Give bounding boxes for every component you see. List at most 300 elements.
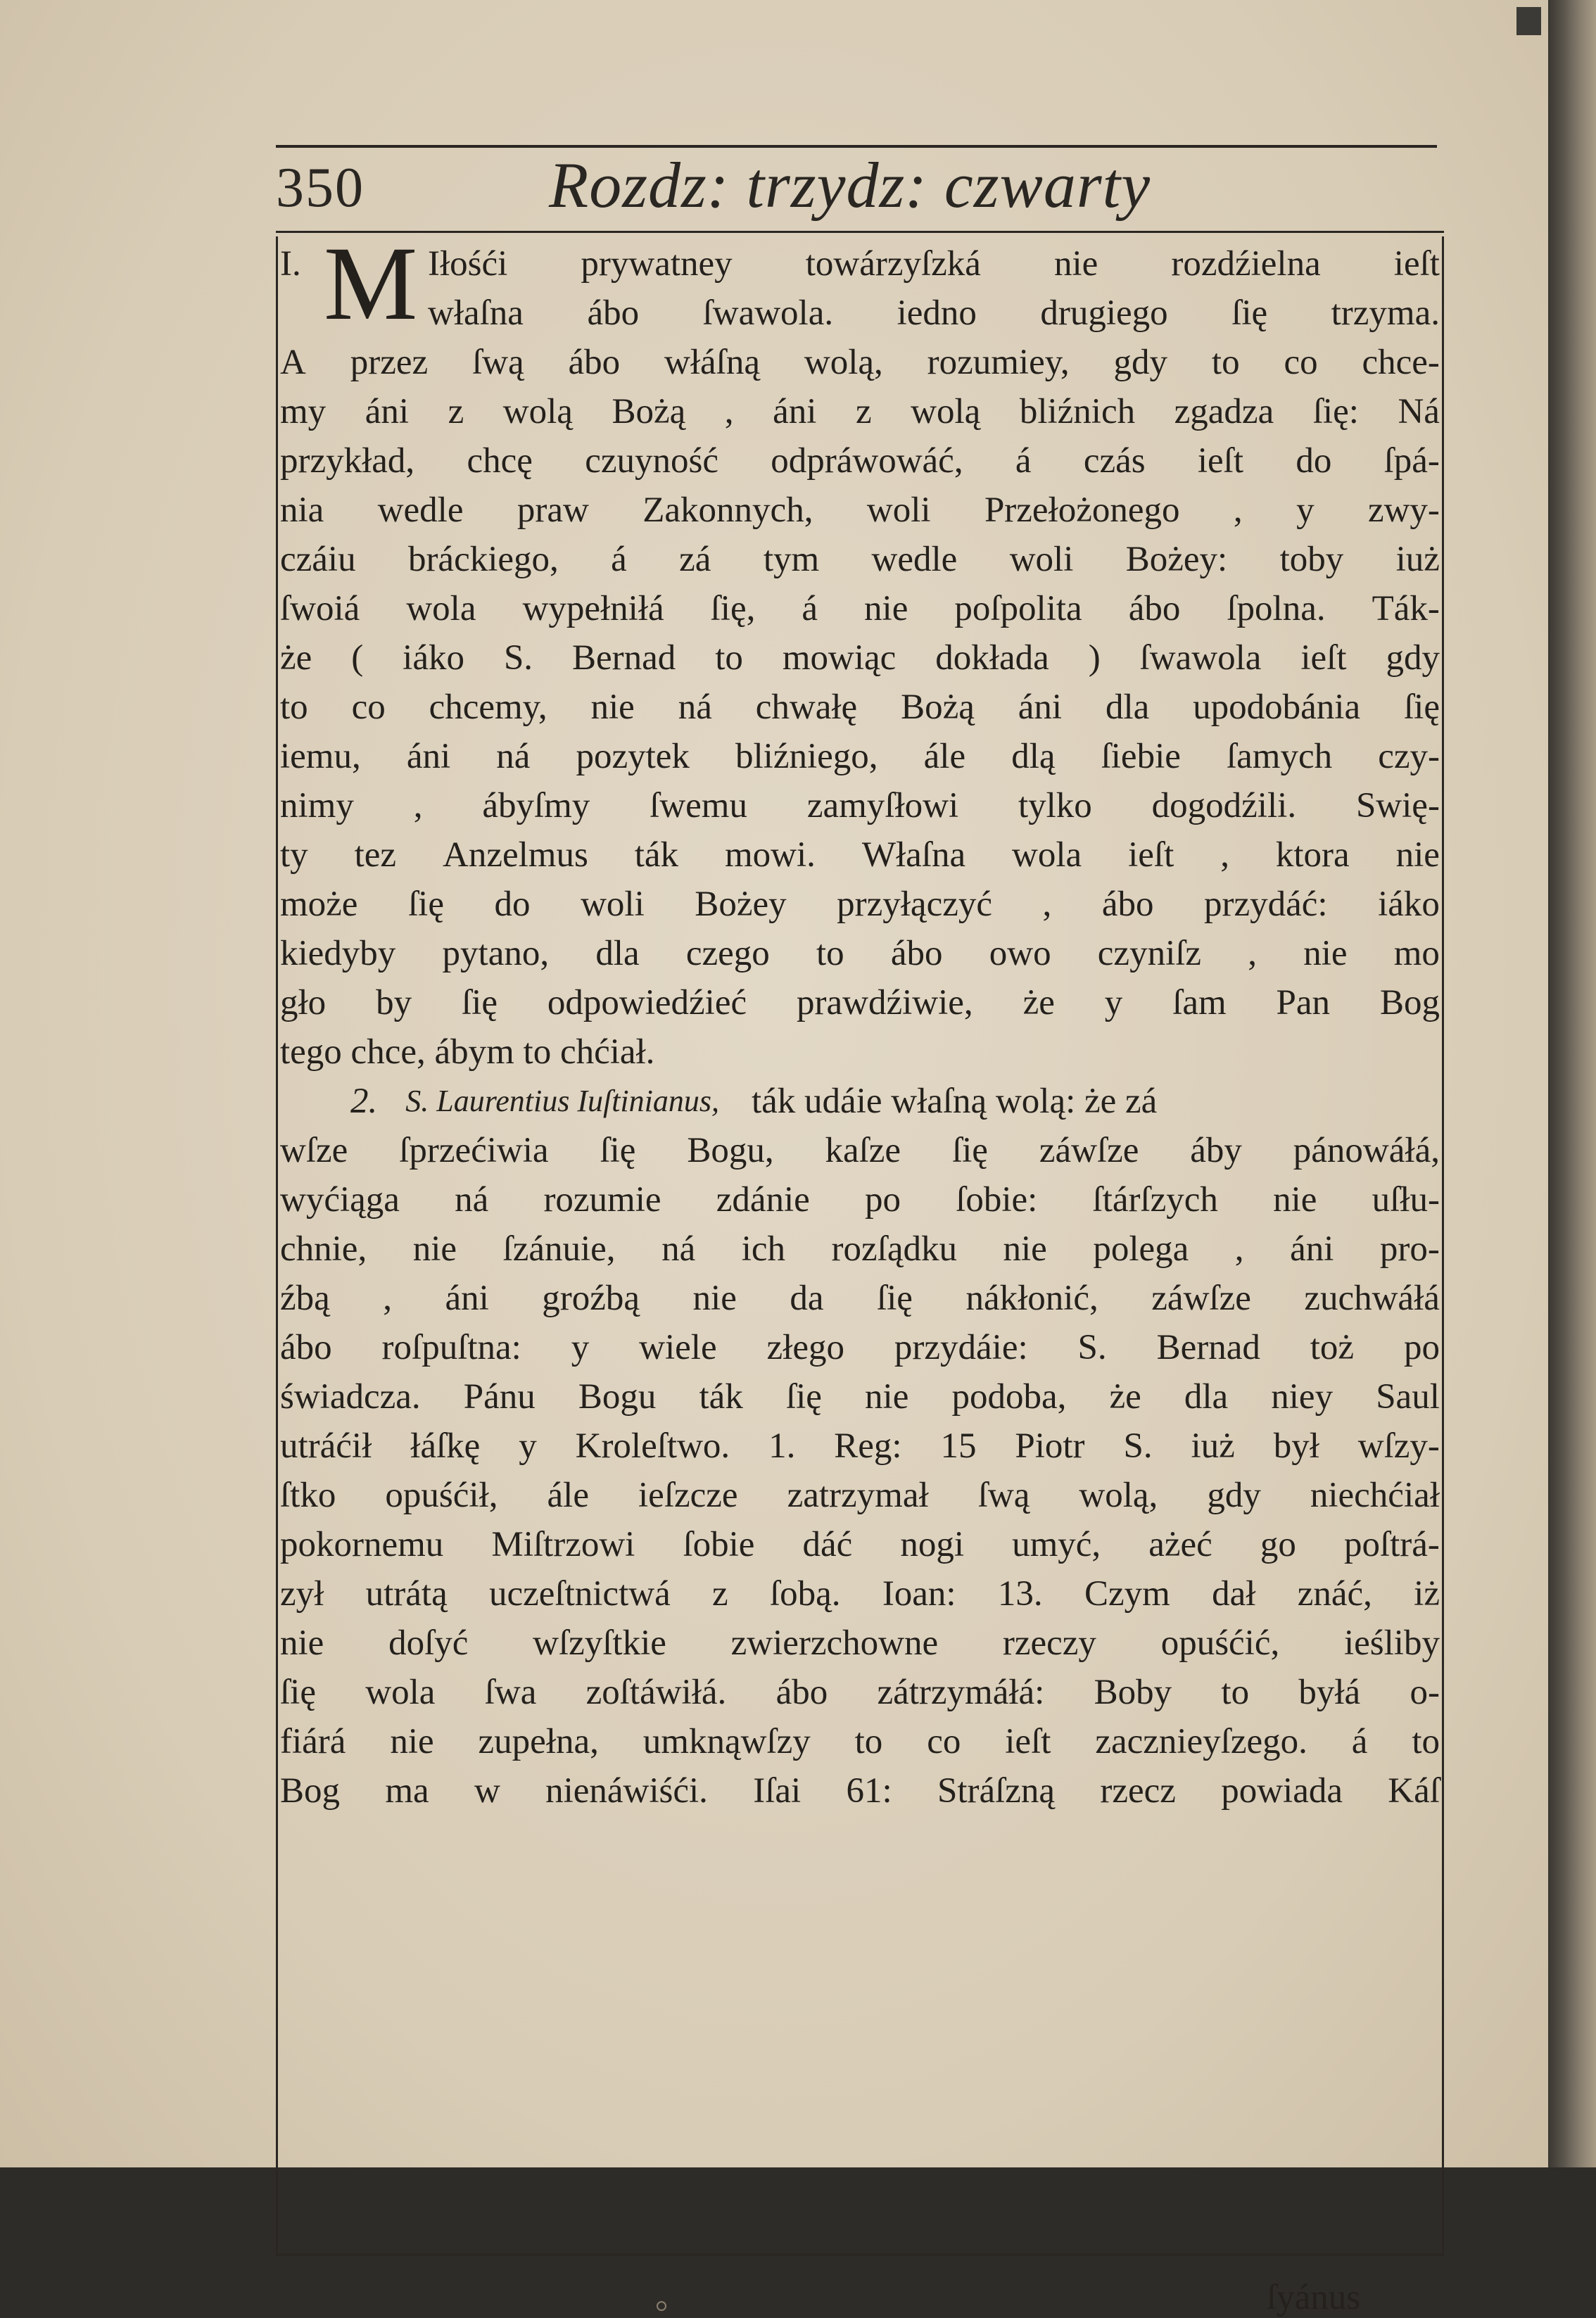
word: Właſna (861, 835, 966, 875)
word: towárzyſzká (805, 244, 981, 284)
word: ábo (1128, 589, 1181, 628)
word: Ták- (1372, 589, 1440, 628)
word: tylko (1018, 786, 1092, 825)
word: wola (406, 589, 476, 628)
word: ſwą (472, 343, 524, 382)
word: zupełna, (478, 1722, 599, 1761)
word: roſpuſtna: (381, 1328, 521, 1367)
word: ábo (587, 293, 640, 333)
word: ) (1088, 638, 1101, 678)
word: czy- (1378, 737, 1440, 776)
word: iedno (897, 293, 977, 333)
word: ( (351, 638, 364, 678)
word: y (519, 1426, 537, 1466)
word: tym (763, 540, 820, 579)
text-line (280, 732, 1440, 781)
word: nie (1003, 1229, 1047, 1269)
word: nia (280, 490, 324, 530)
running-head: Rozdz: trzydz: czwarty (549, 149, 1151, 221)
word: odpowiedźieć (547, 983, 747, 1022)
word: ſamych (1226, 737, 1333, 776)
word: ktora (1275, 835, 1350, 875)
word: może (280, 885, 358, 924)
word: Reg: (834, 1426, 902, 1466)
word: 13. (997, 1574, 1043, 1614)
word: Kroleſtwo. (575, 1426, 730, 1466)
word: Miſtrzowi (491, 1525, 635, 1564)
word: chwałę (755, 688, 858, 727)
text-line (280, 1421, 1440, 1471)
word: ſwa (484, 1673, 537, 1712)
word: kaſze (825, 1131, 901, 1170)
word: chcemy, (429, 688, 547, 727)
word: wolą, (804, 343, 883, 382)
text-line (280, 1175, 1440, 1224)
word: o- (1410, 1673, 1440, 1712)
word: záwſze (1039, 1131, 1139, 1170)
word: trzyma. (1331, 293, 1440, 333)
word: to (854, 1722, 883, 1761)
word: gdy (1113, 343, 1168, 382)
word: Bernad (1156, 1328, 1260, 1367)
word: ſię (1404, 688, 1440, 727)
word: ábyſmy (482, 786, 590, 825)
word: czás (1083, 441, 1146, 481)
word: nie (1303, 934, 1348, 973)
word: A (280, 343, 306, 382)
word: przydáć: (1204, 885, 1328, 924)
word: byłá (1298, 1673, 1361, 1712)
word: wedle (377, 490, 464, 530)
word: że (1109, 1377, 1141, 1417)
word: Stráſzną (937, 1771, 1056, 1811)
word: bliźnich (1019, 392, 1136, 431)
word: , (1220, 835, 1229, 875)
line-text (280, 289, 1440, 338)
word: ſię (1231, 293, 1268, 333)
word: ſwemu (650, 786, 747, 825)
word: z (855, 392, 872, 431)
word: że (1022, 983, 1055, 1022)
word: ſwawola (1139, 638, 1262, 678)
word: świadcza. (280, 1377, 421, 1417)
word: Anzelmus (443, 835, 588, 875)
word: á (802, 589, 818, 628)
word: ták (699, 1377, 743, 1417)
word: ále (923, 737, 966, 776)
word: nie (1273, 1180, 1317, 1220)
word: rzeczy (1002, 1623, 1096, 1663)
word: ſpolna. (1227, 589, 1326, 628)
text-line (280, 486, 1440, 535)
text-line (280, 978, 1440, 1027)
word: drugiego (1040, 293, 1168, 333)
word: prywatney (581, 244, 733, 284)
word: chcę (467, 441, 533, 481)
word: ſię (785, 1377, 822, 1417)
text-line (280, 1224, 1440, 1274)
word: Káſ (1388, 1771, 1440, 1811)
text-line (280, 1520, 1440, 1569)
word: Bogu, (687, 1131, 774, 1170)
word: iáko (1378, 885, 1440, 924)
word: Bernad (572, 638, 676, 678)
word: , (724, 392, 734, 431)
word: ſzánuie, (502, 1229, 616, 1269)
word: opuśćić, (1160, 1623, 1280, 1663)
word: ich (741, 1229, 786, 1269)
word: Bog (280, 1771, 341, 1811)
word: dokłada (935, 638, 1049, 678)
word: ále (547, 1476, 589, 1515)
word: y (1296, 490, 1315, 530)
text-line (280, 1274, 1440, 1323)
text-line (280, 289, 1440, 338)
word: ieſt (1393, 244, 1440, 284)
word: áni (365, 392, 410, 431)
word: doſyć (388, 1623, 469, 1663)
word: Bożą (901, 688, 975, 727)
word: iuż (1191, 1426, 1235, 1466)
word: Bożey (695, 885, 787, 924)
word: kiedyby (280, 934, 396, 973)
word: właſna (428, 293, 524, 333)
word: z (712, 1574, 728, 1614)
word: ábo (280, 1328, 332, 1367)
author-name: S. Laurentius Iuſtinianus, (405, 1084, 719, 1118)
word: ieśliby (1343, 1623, 1440, 1663)
word: umknąwſzy (642, 1722, 811, 1761)
word: Iłośći (428, 244, 508, 284)
word: ſię, (710, 589, 756, 628)
word: á (611, 540, 627, 579)
word: odpráwowáć, (771, 441, 963, 481)
word: uczeſtnictwá (489, 1574, 671, 1614)
word: záwſze (1151, 1279, 1251, 1318)
word: ieſt (1128, 835, 1174, 875)
word: , (1248, 934, 1258, 973)
word: wſzy- (1357, 1426, 1440, 1466)
word: ieſt (1005, 1722, 1051, 1761)
word: gdy (1207, 1476, 1261, 1515)
word: nákłonić, (965, 1279, 1098, 1318)
word: toż (1310, 1328, 1355, 1367)
word: to (816, 934, 844, 973)
word: podoba, (951, 1377, 1067, 1417)
word: ná (661, 1229, 696, 1269)
word: ſwawola. (702, 293, 834, 333)
word: Pánu (463, 1377, 536, 1417)
word: zá (679, 540, 711, 579)
text-line: tego chce, ábym to chćiał. (280, 1032, 655, 1072)
word: przez (350, 343, 429, 382)
text-line (280, 387, 1440, 436)
word: pytano, (442, 934, 550, 973)
word: ſwą (977, 1476, 1030, 1515)
word: mo (1393, 934, 1440, 973)
text-line (280, 683, 1440, 732)
word: ażeć (1148, 1525, 1212, 1564)
word: mowiąc (782, 638, 897, 678)
word: ſwoiá (280, 589, 360, 628)
word: co (1284, 343, 1318, 382)
word: do (494, 885, 531, 924)
word: nimy (280, 786, 354, 825)
word: dla (1184, 1377, 1229, 1417)
paper-speck (657, 2301, 666, 2311)
word: 15 (940, 1426, 977, 1466)
line-text (280, 239, 1440, 289)
word: go (1260, 1525, 1296, 1564)
paragraph-number: 2. (350, 1082, 378, 1121)
word: zuchwáłá (1304, 1279, 1440, 1318)
word: Iſai (753, 1771, 802, 1811)
line-text: ták udáie właſną wolą: że zá (752, 1082, 1158, 1121)
word: zátrzymáłá: (877, 1673, 1045, 1712)
word: wſze (280, 1131, 348, 1170)
catchword: ſyánus (1267, 2278, 1361, 2317)
word: zoſtáwiłá. (585, 1673, 727, 1712)
word: rozdźielna (1171, 244, 1321, 284)
word: mowi. (724, 835, 816, 875)
word: dla (595, 934, 640, 973)
word: gdy (1386, 638, 1440, 678)
word: ſam (1172, 983, 1227, 1022)
word: ty (280, 835, 308, 875)
word: rzecz (1100, 1771, 1176, 1811)
word: ieſt (1197, 441, 1244, 481)
word: ták (634, 835, 679, 875)
word: dał (1212, 1574, 1256, 1614)
word: polega (1093, 1229, 1189, 1269)
word: fiárá (280, 1722, 346, 1761)
word: znáć, (1297, 1574, 1372, 1614)
word: praw (517, 490, 589, 530)
word: poſpolita (954, 589, 1082, 628)
word: wyćiąga (280, 1180, 400, 1220)
word: zwierzchowne (730, 1623, 939, 1663)
word: S. (1123, 1426, 1153, 1466)
word: włáſną (664, 343, 760, 382)
word: zdánie (716, 1180, 810, 1220)
word: da (790, 1279, 824, 1318)
word: dlą (1011, 737, 1056, 776)
word: złego (766, 1328, 844, 1367)
word: utráćił (280, 1426, 372, 1466)
word: ſobie: (956, 1180, 1038, 1220)
word: do (1296, 441, 1332, 481)
word: umyć, (1012, 1525, 1101, 1564)
word: bráckiego, (407, 540, 559, 579)
word: 61: (846, 1771, 892, 1811)
word: wſzyſtkie (533, 1623, 666, 1663)
word: czáiu (280, 540, 356, 579)
word: źbą (280, 1279, 330, 1318)
word: nienáwiśći. (545, 1771, 708, 1811)
word: przykład, (280, 441, 415, 481)
word: , (1042, 885, 1052, 924)
word: wypełniłá (522, 589, 664, 628)
word: iáko (403, 638, 464, 678)
word: S. (1077, 1328, 1107, 1367)
word: utrátą (365, 1574, 448, 1614)
word: ma (385, 1771, 429, 1811)
word: pozytek (576, 737, 690, 776)
text-line (280, 1619, 1440, 1668)
text-line (280, 1323, 1440, 1372)
word: wola (1012, 835, 1082, 875)
word: ieſt (1300, 638, 1347, 678)
word: to (280, 688, 308, 727)
word: ſiebie (1101, 737, 1181, 776)
word: że (280, 638, 312, 678)
word: ſię (408, 885, 444, 924)
word: toby (1279, 540, 1344, 579)
word: ſtárſzych (1092, 1180, 1218, 1220)
word: tez (354, 835, 397, 875)
word: wolą, (1079, 1476, 1158, 1515)
word: pro- (1379, 1229, 1440, 1269)
word: z (448, 392, 464, 431)
text-line (280, 1126, 1440, 1175)
word: Pan (1276, 983, 1331, 1022)
word: owo (989, 934, 1051, 973)
word: przyłączyć (837, 885, 992, 924)
word: wedle (871, 540, 958, 579)
word: ná (496, 737, 531, 776)
word: to (1211, 343, 1240, 382)
word: 1. (768, 1426, 796, 1466)
word: czuyność (585, 441, 718, 481)
word: nie (1395, 835, 1440, 875)
word: bliźniego, (735, 737, 878, 776)
text-line (280, 830, 1440, 880)
text-line (280, 880, 1440, 929)
word: zatrzymał (787, 1476, 929, 1515)
word: ſtko (280, 1476, 336, 1515)
word: nie (390, 1722, 434, 1761)
word: ábo (890, 934, 943, 973)
word: iuż (1395, 540, 1440, 579)
word: nogi (900, 1525, 965, 1564)
word: á (1351, 1722, 1368, 1761)
word: Przełożonego (984, 490, 1180, 530)
word: to (1412, 1722, 1440, 1761)
word: , (1233, 490, 1243, 530)
word: woli (1009, 540, 1074, 579)
word: ſobie (683, 1525, 755, 1564)
word: áni (1290, 1229, 1334, 1269)
text-line (280, 929, 1440, 978)
word: nie (590, 688, 635, 727)
word: po (1403, 1328, 1440, 1367)
word: co (927, 1722, 961, 1761)
word: ná (678, 688, 712, 727)
word: Bog (1379, 983, 1440, 1022)
word: chnie, (280, 1229, 367, 1269)
word: ſię (461, 983, 498, 1022)
corner-mark (1516, 7, 1541, 35)
word: zacznieyſzego. (1095, 1722, 1307, 1761)
word: ſię: (1312, 392, 1359, 431)
word: , (1234, 1229, 1244, 1269)
word: dla (1105, 688, 1150, 727)
word: Bożą (612, 392, 686, 431)
word: ſię (951, 1131, 988, 1170)
word: wolą (911, 392, 981, 431)
text-line (280, 338, 1440, 387)
text-line (280, 1372, 1440, 1421)
word: á (1015, 441, 1032, 481)
drop-cap: M (324, 225, 418, 342)
text-line (280, 1077, 1440, 1126)
text-line (280, 535, 1440, 584)
word: iemu, (280, 737, 361, 776)
word: Saul (1376, 1377, 1440, 1417)
word: nie (864, 589, 908, 628)
word: uſłu- (1372, 1180, 1440, 1220)
word: nie (280, 1623, 324, 1663)
word: ſpá- (1383, 441, 1440, 481)
word: wiele (639, 1328, 717, 1367)
word: Bożey: (1125, 540, 1228, 579)
word: chce- (1362, 343, 1440, 382)
word: rozſądku (831, 1229, 957, 1269)
word: prawdźiwie, (797, 983, 973, 1022)
word: upodobánia (1193, 688, 1361, 727)
word: by (376, 983, 412, 1022)
word: poſtrá- (1343, 1525, 1440, 1564)
word: dáć (802, 1525, 853, 1564)
word: , (413, 786, 423, 825)
word: łáſkę (410, 1426, 481, 1466)
word: ábo (1101, 885, 1154, 924)
word: zył (280, 1574, 324, 1614)
header-rule-bottom (276, 231, 1444, 233)
word: powiada (1221, 1771, 1343, 1811)
word: áby (1190, 1131, 1242, 1170)
text-line (280, 436, 1440, 486)
word: áni (1018, 688, 1063, 727)
text-line (280, 1569, 1440, 1619)
word: ſobą. (769, 1574, 841, 1614)
word: ábo (568, 343, 621, 382)
word: zgadza (1174, 392, 1274, 431)
word: S. (503, 638, 533, 678)
word: ieſzcze (638, 1476, 738, 1515)
word: ná (455, 1180, 489, 1220)
word: Zakonnych, (642, 490, 813, 530)
word: zamyſłowi (806, 786, 959, 825)
word: gło (280, 983, 327, 1022)
word: woli (581, 885, 645, 924)
word: przydáie: (894, 1328, 1028, 1367)
word: dogodźili. (1151, 786, 1297, 825)
next-page-edge (1548, 0, 1596, 2167)
word: Ioan: (882, 1574, 956, 1614)
text-line (280, 584, 1440, 633)
word: Ná (1398, 392, 1440, 431)
word: po (865, 1180, 901, 1220)
word: Boby (1094, 1673, 1172, 1712)
word: nie (692, 1279, 737, 1318)
word: áni (406, 737, 451, 776)
word: opuśćił, (385, 1476, 498, 1515)
text-line (280, 1668, 1440, 1717)
word: zwy- (1367, 490, 1440, 530)
word: ſię (876, 1279, 913, 1318)
text-line (280, 1471, 1440, 1520)
